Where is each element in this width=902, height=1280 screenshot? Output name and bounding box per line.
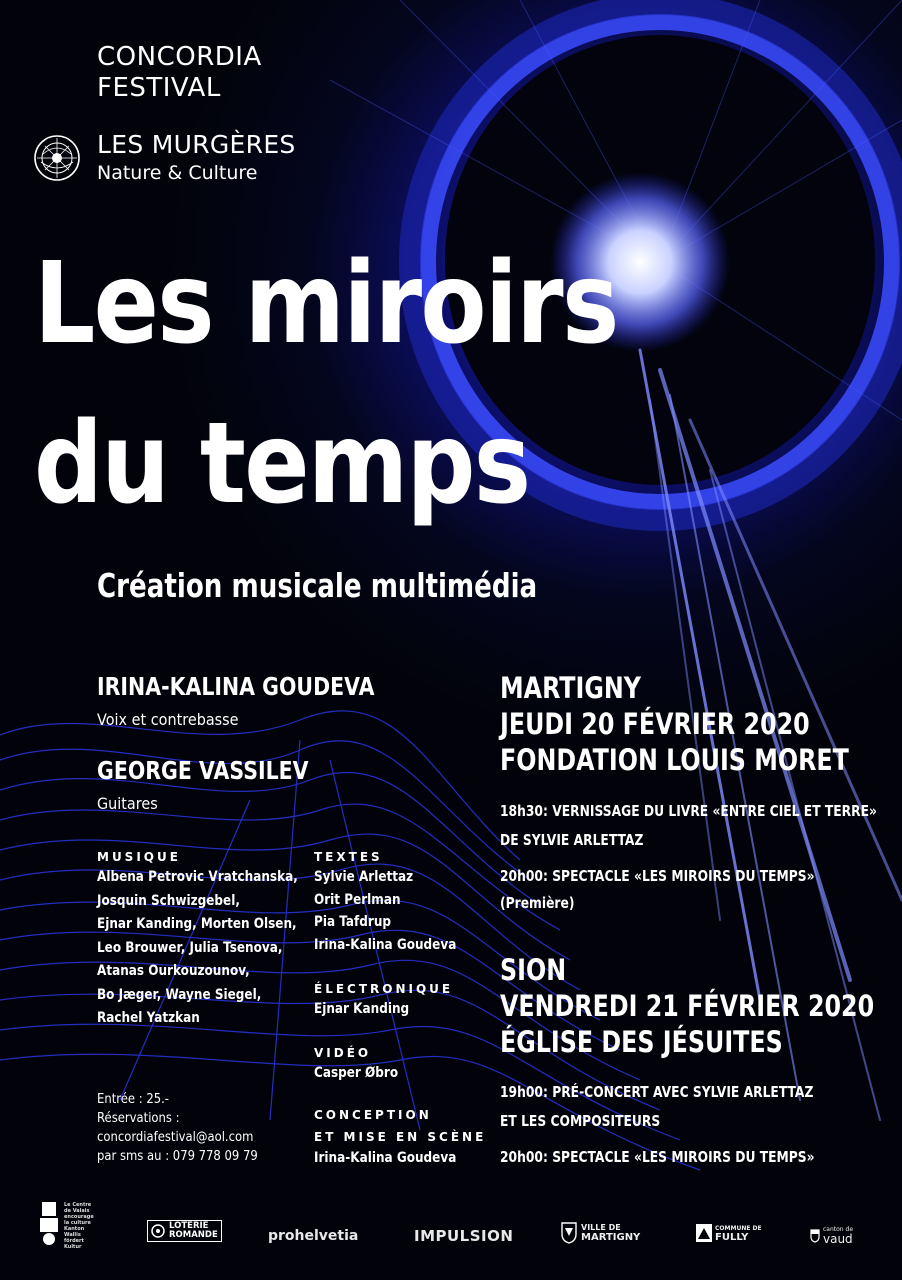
event-2-city: SION (500, 953, 567, 987)
sponsor-fully: COMMUNE DE FULLY (696, 1224, 762, 1242)
video-heading: VIDÉO (314, 1046, 372, 1060)
festival-line-1: CONCORDIA (97, 42, 262, 72)
event-2-venue: ÉGLISE DES JÉSUITES (500, 1025, 783, 1059)
sponsor-prohelvetia: prohelvetia (268, 1228, 359, 1244)
music-list (97, 866, 298, 1031)
event-1-city: MARTIGNY (500, 671, 642, 705)
event-2-item: ET LES COMPOSITEURS (500, 1112, 661, 1130)
event-1-item: 20h00: SPECTACLE «LES MIROIRS DU TEMPS» (500, 867, 815, 885)
conception-line: Irina-Kalina Goudeva (314, 1150, 457, 1166)
festival-name (97, 42, 262, 104)
sponsor-martigny: VILLE DE MARTIGNY (561, 1222, 640, 1244)
sponsor-impulsion: IMPULSION (414, 1227, 514, 1245)
title-line-2: du temps (34, 399, 530, 529)
conception-heading-2: ET MISE EN SCÈNE (314, 1130, 487, 1144)
music-line: Leo Brouwer, Julia Tsenova, (97, 939, 283, 956)
music-line: Albena Petrovic Vratchanska, (97, 869, 298, 885)
sponsor-vaud: canton de vaud (810, 1226, 853, 1245)
event-2-item: 20h00: SPECTACLE «LES MIROIRS DU TEMPS» (500, 1148, 815, 1166)
event-1-venue: FONDATION LOUIS MORET (500, 743, 849, 777)
murgeres-logo-icon (33, 134, 81, 182)
entry-price: Entrée : 25.- (97, 1091, 169, 1107)
festival-line-2: FESTIVAL (97, 73, 221, 103)
video-line: Casper Øbro (314, 1065, 399, 1081)
subtitle: Création musicale multimédia (97, 566, 538, 605)
vaud-crest-icon (810, 1229, 820, 1243)
music-line: Rachel Yatzkan (97, 1010, 200, 1026)
texts-line: Orit Perlman (314, 891, 401, 908)
reservations-label: Réservations : (97, 1110, 180, 1126)
title-line-1: Les miroirs (34, 239, 618, 369)
conception-heading-1: CONCEPTION (314, 1108, 432, 1122)
conception-list (314, 1147, 456, 1171)
texts-line: Irina-Kalina Goudeva (314, 936, 457, 953)
loterie-logo-icon (151, 1224, 165, 1238)
event-2-item: 19h00: PRÉ-CONCERT AVEC SYLVIE ARLETTAZ (500, 1083, 814, 1101)
valais-logo-icon (38, 1202, 64, 1246)
email-address: concordiafestival@aol.com (97, 1129, 254, 1145)
sponsor-valais (38, 1202, 100, 1250)
organizer-name: LES MURGÈRES (97, 130, 296, 159)
fully-logo-icon (696, 1224, 712, 1242)
music-line: Josquin Schwizgebel, (97, 892, 240, 909)
electronics-heading: ÉLECTRONIQUE (314, 982, 454, 996)
texts-line: Sylvie Arlettaz (314, 869, 414, 885)
event-1-item: DE SYLVIE ARLETTAZ (500, 831, 644, 849)
performer-1-role: Voix et contrebasse (97, 710, 239, 729)
event-2-date: VENDREDI 21 FÉVRIER 2020 (500, 989, 875, 1023)
performer-2-role: Guitares (97, 794, 158, 813)
video-list (314, 1062, 398, 1086)
ticket-info (97, 1090, 258, 1166)
event-1-header (500, 670, 849, 778)
performer-1-name: IRINA-KALINA GOUDEVA (97, 672, 375, 701)
performer-2-name: GEORGE VASSILEV (97, 756, 309, 785)
event-2-header (500, 952, 874, 1060)
organizer-tagline: Nature & Culture (97, 162, 258, 184)
event-1-item: (Première) (500, 894, 575, 912)
music-line: Atanas Ourkouzounov, (97, 963, 250, 979)
electronics-line: Ejnar Kanding (314, 1001, 410, 1017)
music-line: Bo Jæger, Wayne Siegel, (97, 986, 262, 1003)
texts-list (314, 866, 456, 956)
sponsor-loterie-romande: LOTERIE ROMANDE (147, 1220, 222, 1242)
electronics-list (314, 998, 409, 1022)
music-line: Ejnar Kanding, Morten Olsen, (97, 916, 297, 932)
event-1-item: 18h30: VERNISSAGE DU LIVRE «ENTRE CIEL ET TERRE» (500, 802, 877, 820)
texts-heading: TEXTES (314, 850, 383, 864)
valais-text: Le Centre de Valais encourage la culture Kanton Wallis fördert Kultur (64, 1202, 94, 1250)
music-heading: MUSIQUE (97, 850, 181, 864)
martigny-crest-icon (561, 1222, 577, 1244)
texts-line: Pia Tafdrup (314, 914, 392, 930)
event-1-date: JEUDI 20 FÉVRIER 2020 (500, 707, 810, 741)
sms-number: par sms au : 079 778 09 79 (97, 1148, 258, 1164)
